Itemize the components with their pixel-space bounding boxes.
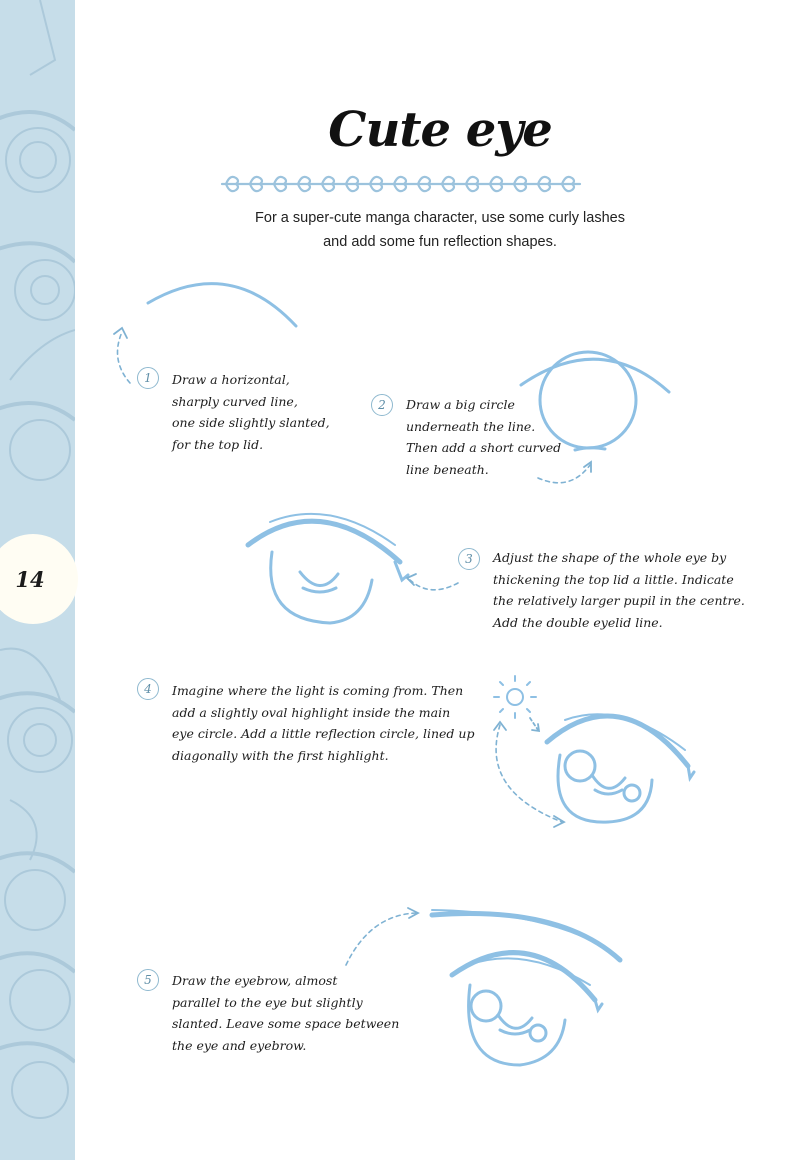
step-1-illustration [148, 284, 296, 326]
step-5-badge: 5 [137, 969, 159, 991]
step-2-text: Draw a big circle underneath the line. Then add a short curved line beneath. [406, 397, 562, 477]
step-3-text: Adjust the shape of the whole eye by thickening the top lid a little. Indicate the relatively larger pupil in the centre. Add the double eyelid line. [493, 550, 745, 630]
step-2-badge: 2 [371, 394, 393, 416]
step-5-text: Draw the eyebrow, almost parallel to the eye but slightly slanted. Leave some space between the eye and eyebrow. [172, 973, 400, 1053]
dashed-arrow-icon [346, 913, 416, 965]
step-4-badge: 4 [137, 678, 159, 700]
step-4-illustration [547, 714, 694, 822]
page-title: Cute eye [328, 102, 552, 158]
dashed-arrow-icon [118, 332, 131, 383]
intro-line-2: and add some fun reflection shapes. [323, 234, 557, 250]
step-3-illustration [248, 514, 408, 623]
step-3-badge: 3 [458, 548, 480, 570]
step-1-text: Draw a horizontal, sharply curved line, one side slightly slanted, for the top lid. [172, 372, 330, 452]
step-4-text: Imagine where the light is coming from. Then add a slightly oval highlight inside the main eye circle. Add a little reflection circle, lined up diagonally with the first highlight. [172, 683, 475, 763]
sun-icon [494, 676, 536, 718]
step-5-illustration [432, 910, 620, 1065]
page-number: 14 [0, 534, 78, 624]
dashed-arrow-icon [410, 580, 458, 590]
step-1-badge: 1 [137, 367, 159, 389]
intro-line-1: For a super-cute manga character, use some curly lashes [255, 210, 625, 226]
